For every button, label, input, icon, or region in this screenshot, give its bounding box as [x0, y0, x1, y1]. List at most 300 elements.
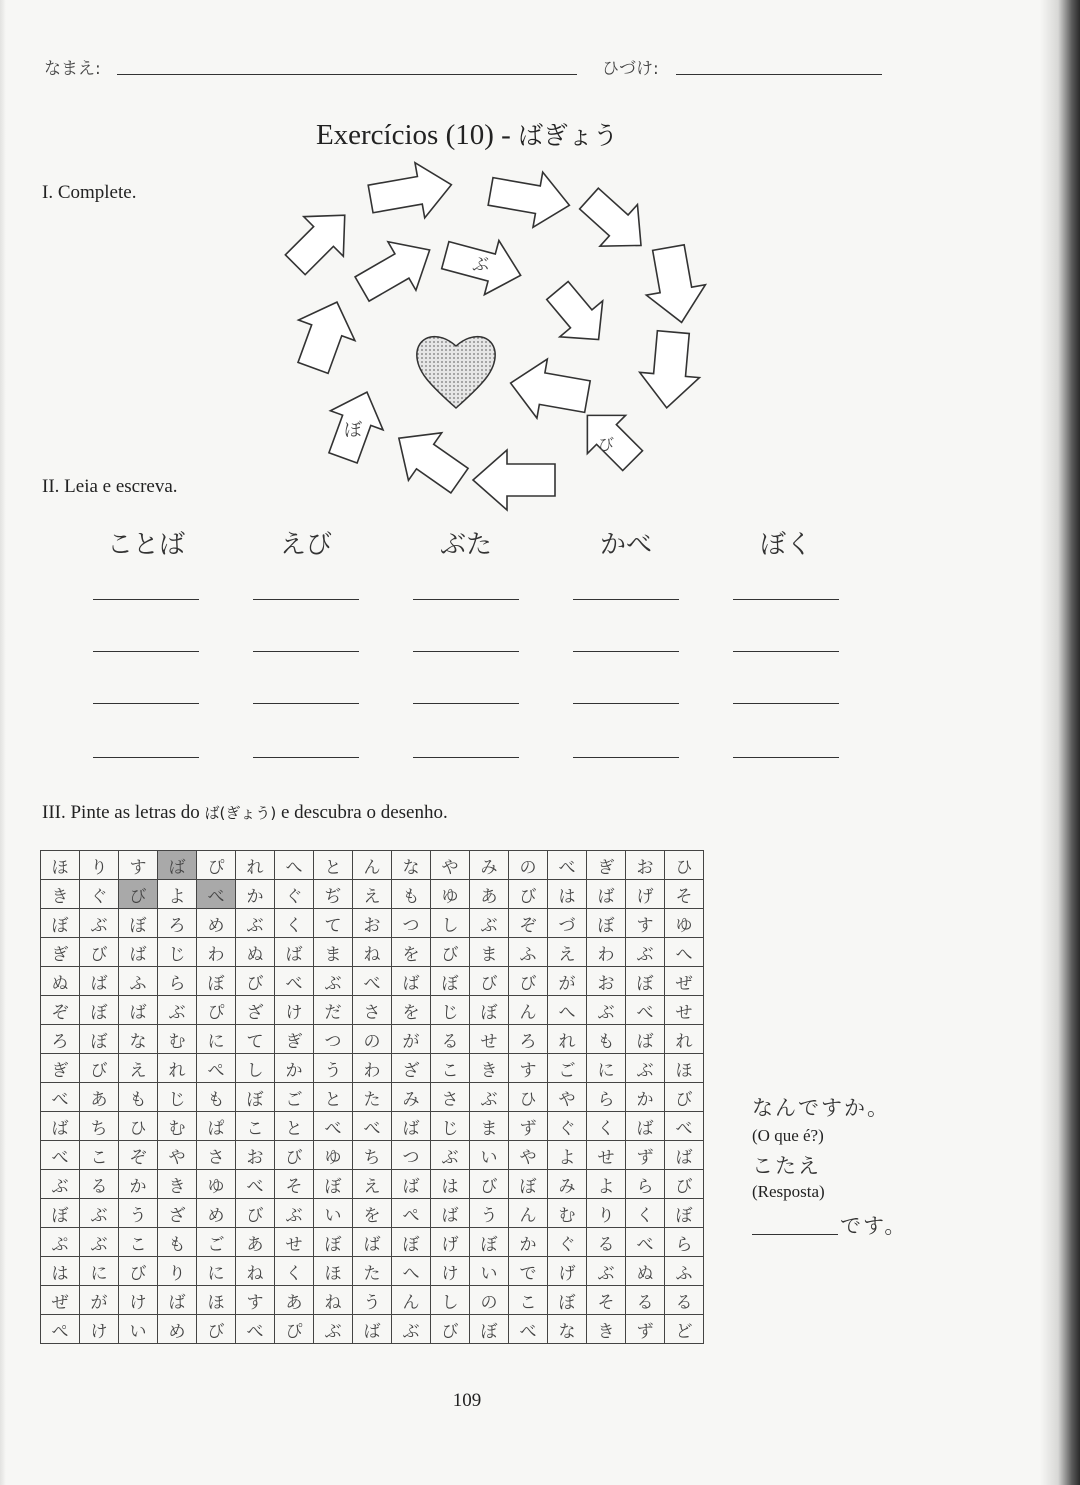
grid-cell[interactable]: ば — [392, 1170, 431, 1199]
grid-cell[interactable]: び — [431, 938, 470, 967]
grid-cell[interactable]: ぼ — [314, 1170, 353, 1199]
grid-cell[interactable]: ば — [587, 880, 626, 909]
grid-cell[interactable]: ろ — [158, 909, 197, 938]
grid-cell[interactable]: び — [509, 967, 548, 996]
grid-cell[interactable]: び — [431, 1315, 470, 1344]
grid-cell[interactable]: ぶ — [587, 1257, 626, 1286]
grid-cell[interactable]: ぺ — [197, 1054, 236, 1083]
grid-cell[interactable]: ぴ — [197, 996, 236, 1025]
grid-cell[interactable]: せ — [275, 1228, 314, 1257]
grid-cell[interactable]: く — [275, 1257, 314, 1286]
grid-cell[interactable]: ぼ — [548, 1286, 587, 1315]
writing-line[interactable] — [573, 651, 679, 652]
grid-cell[interactable]: ぼ — [470, 1228, 509, 1257]
writing-line[interactable] — [413, 703, 519, 704]
grid-cell[interactable]: し — [431, 1286, 470, 1315]
grid-cell[interactable]: る — [665, 1286, 704, 1315]
grid-cell[interactable]: ば — [80, 967, 119, 996]
writing-line[interactable] — [733, 703, 839, 704]
grid-cell[interactable]: あ — [275, 1286, 314, 1315]
grid-cell[interactable]: べ — [548, 851, 587, 880]
grid-cell[interactable]: お — [587, 967, 626, 996]
grid-cell[interactable]: ぶ — [626, 1054, 665, 1083]
grid-cell[interactable]: い — [470, 1257, 509, 1286]
grid-cell[interactable]: の — [470, 1286, 509, 1315]
grid-cell[interactable]: き — [41, 880, 80, 909]
grid-cell[interactable]: だ — [314, 996, 353, 1025]
grid-cell[interactable]: じ — [158, 1083, 197, 1112]
grid-cell[interactable]: ぼ — [470, 996, 509, 1025]
grid-cell[interactable]: さ — [431, 1083, 470, 1112]
grid-cell[interactable]: ろ — [41, 1025, 80, 1054]
grid-cell[interactable]: べ — [236, 1315, 275, 1344]
grid-cell[interactable]: び — [80, 1054, 119, 1083]
grid-cell[interactable]: せ — [587, 1141, 626, 1170]
grid-cell[interactable]: け — [119, 1286, 158, 1315]
grid-cell[interactable]: え — [548, 938, 587, 967]
grid-cell[interactable]: う — [314, 1054, 353, 1083]
grid-cell[interactable]: べ — [197, 880, 236, 909]
grid-cell[interactable]: り — [158, 1257, 197, 1286]
grid-cell[interactable]: や — [509, 1141, 548, 1170]
grid-cell[interactable]: ぬ — [626, 1257, 665, 1286]
grid-cell[interactable]: ぶ — [236, 909, 275, 938]
grid-cell[interactable]: え — [353, 1170, 392, 1199]
grid-cell[interactable]: か — [509, 1228, 548, 1257]
grid-cell[interactable]: づ — [548, 909, 587, 938]
grid-cell[interactable]: が — [392, 1025, 431, 1054]
grid-cell[interactable]: ぼ — [80, 1025, 119, 1054]
grid-cell[interactable]: よ — [548, 1141, 587, 1170]
grid-cell[interactable]: べ — [509, 1315, 548, 1344]
grid-cell[interactable]: ぶ — [41, 1170, 80, 1199]
grid-cell[interactable]: ば — [158, 1286, 197, 1315]
grid-cell[interactable]: ろ — [509, 1025, 548, 1054]
grid-cell[interactable]: ぼ — [509, 1170, 548, 1199]
grid-cell[interactable]: ぎ — [41, 1054, 80, 1083]
grid-cell[interactable]: ぶ — [275, 1199, 314, 1228]
grid-cell[interactable]: る — [626, 1286, 665, 1315]
grid-cell[interactable]: ふ — [665, 1257, 704, 1286]
grid-cell[interactable]: ぼ — [41, 909, 80, 938]
writing-line[interactable] — [93, 651, 199, 652]
grid-cell[interactable]: ば — [392, 1112, 431, 1141]
grid-cell[interactable]: ば — [119, 938, 158, 967]
grid-cell[interactable]: に — [197, 1025, 236, 1054]
grid-cell[interactable]: ぼ — [80, 996, 119, 1025]
grid-cell[interactable]: う — [470, 1199, 509, 1228]
grid-cell[interactable]: び — [665, 1170, 704, 1199]
grid-cell[interactable]: あ — [236, 1228, 275, 1257]
grid-cell[interactable]: れ — [548, 1025, 587, 1054]
grid-cell[interactable]: ほ — [314, 1257, 353, 1286]
grid-cell[interactable]: よ — [158, 880, 197, 909]
grid-cell[interactable]: う — [119, 1199, 158, 1228]
grid-cell[interactable]: ぢ — [314, 880, 353, 909]
grid-cell[interactable]: ぐ — [548, 1228, 587, 1257]
grid-cell[interactable]: わ — [587, 938, 626, 967]
grid-cell[interactable]: ぼ — [236, 1083, 275, 1112]
grid-cell[interactable]: む — [548, 1199, 587, 1228]
grid-cell[interactable]: め — [197, 909, 236, 938]
writing-line[interactable] — [733, 757, 839, 758]
writing-line[interactable] — [413, 757, 519, 758]
grid-cell[interactable]: ぼ — [587, 909, 626, 938]
grid-cell[interactable]: ゆ — [197, 1170, 236, 1199]
grid-cell[interactable]: が — [80, 1286, 119, 1315]
grid-cell[interactable]: し — [431, 909, 470, 938]
grid-cell[interactable]: ど — [665, 1315, 704, 1344]
grid-cell[interactable]: ら — [665, 1228, 704, 1257]
grid-cell[interactable]: わ — [197, 938, 236, 967]
grid-cell[interactable]: た — [353, 1083, 392, 1112]
grid-cell[interactable]: ば — [392, 967, 431, 996]
grid-cell[interactable]: ん — [509, 996, 548, 1025]
grid-cell[interactable]: ず — [626, 1315, 665, 1344]
grid-cell[interactable]: び — [197, 1315, 236, 1344]
grid-cell[interactable]: ご — [275, 1083, 314, 1112]
grid-cell[interactable]: き — [587, 1315, 626, 1344]
grid-cell[interactable]: の — [509, 851, 548, 880]
grid-cell[interactable]: な — [392, 851, 431, 880]
grid-cell[interactable]: つ — [392, 909, 431, 938]
grid-cell[interactable]: ざ — [392, 1054, 431, 1083]
grid-cell[interactable]: な — [119, 1025, 158, 1054]
grid-cell[interactable]: へ — [392, 1257, 431, 1286]
grid-cell[interactable]: か — [119, 1170, 158, 1199]
grid-cell[interactable]: も — [158, 1228, 197, 1257]
grid-cell[interactable]: ぼ — [392, 1228, 431, 1257]
grid-cell[interactable]: い — [314, 1199, 353, 1228]
grid-cell[interactable]: げ — [548, 1257, 587, 1286]
grid-cell[interactable]: も — [587, 1025, 626, 1054]
writing-line[interactable] — [413, 599, 519, 600]
grid-cell[interactable]: ぶ — [392, 1315, 431, 1344]
grid-cell[interactable]: こ — [119, 1228, 158, 1257]
grid-cell[interactable]: む — [158, 1112, 197, 1141]
grid-cell[interactable]: お — [353, 909, 392, 938]
grid-cell[interactable]: び — [470, 1170, 509, 1199]
grid-cell[interactable]: げ — [626, 880, 665, 909]
date-field[interactable] — [676, 74, 882, 75]
grid-cell[interactable]: ぬ — [41, 967, 80, 996]
grid-cell[interactable]: ぺ — [392, 1199, 431, 1228]
grid-cell[interactable]: う — [353, 1286, 392, 1315]
grid-cell[interactable]: れ — [665, 1025, 704, 1054]
grid-cell[interactable]: ち — [353, 1141, 392, 1170]
grid-cell[interactable]: ざ — [158, 1199, 197, 1228]
grid-cell[interactable]: す — [626, 909, 665, 938]
grid-cell[interactable]: ゆ — [431, 880, 470, 909]
grid-cell[interactable]: ば — [431, 1199, 470, 1228]
grid-cell[interactable]: び — [80, 938, 119, 967]
grid-cell[interactable]: ぼ — [314, 1228, 353, 1257]
grid-cell[interactable]: ん — [509, 1199, 548, 1228]
grid-cell[interactable]: ぶ — [158, 996, 197, 1025]
grid-cell[interactable]: ぼ — [431, 967, 470, 996]
grid-cell[interactable]: ば — [353, 1315, 392, 1344]
grid-cell[interactable]: の — [353, 1025, 392, 1054]
grid-cell[interactable]: ひ — [119, 1112, 158, 1141]
grid-cell[interactable]: と — [314, 1083, 353, 1112]
grid-cell[interactable]: ご — [548, 1054, 587, 1083]
writing-line[interactable] — [253, 703, 359, 704]
grid-cell[interactable]: び — [119, 1257, 158, 1286]
grid-cell[interactable]: や — [431, 851, 470, 880]
grid-cell[interactable]: ぶ — [431, 1141, 470, 1170]
grid-cell[interactable]: と — [314, 851, 353, 880]
grid-cell[interactable]: げ — [431, 1228, 470, 1257]
grid-cell[interactable]: べ — [626, 996, 665, 1025]
grid-cell[interactable]: ゆ — [314, 1141, 353, 1170]
writing-line[interactable] — [253, 757, 359, 758]
grid-cell[interactable]: べ — [665, 1112, 704, 1141]
grid-cell[interactable]: か — [275, 1054, 314, 1083]
grid-cell[interactable]: み — [392, 1083, 431, 1112]
grid-cell[interactable]: に — [197, 1257, 236, 1286]
writing-line[interactable] — [733, 651, 839, 652]
grid-cell[interactable]: ち — [80, 1112, 119, 1141]
grid-cell[interactable]: べ — [353, 967, 392, 996]
grid-cell[interactable]: べ — [236, 1170, 275, 1199]
grid-cell[interactable]: べ — [41, 1141, 80, 1170]
answer-field[interactable] — [752, 1234, 838, 1235]
grid-cell[interactable]: ぜ — [41, 1286, 80, 1315]
grid-cell[interactable]: け — [431, 1257, 470, 1286]
grid-cell[interactable]: ふ — [509, 938, 548, 967]
grid-cell[interactable]: ぶ — [626, 938, 665, 967]
grid-cell[interactable]: ふ — [119, 967, 158, 996]
grid-cell[interactable]: め — [158, 1315, 197, 1344]
grid-cell[interactable]: じ — [158, 938, 197, 967]
grid-cell[interactable]: べ — [626, 1228, 665, 1257]
grid-cell[interactable]: り — [587, 1199, 626, 1228]
grid-cell[interactable]: ぐ — [548, 1112, 587, 1141]
grid-cell[interactable]: ひ — [509, 1083, 548, 1112]
grid-cell[interactable]: せ — [470, 1025, 509, 1054]
grid-cell[interactable]: ぎ — [41, 938, 80, 967]
grid-cell[interactable]: べ — [275, 967, 314, 996]
grid-cell[interactable]: ぼ — [470, 1315, 509, 1344]
grid-cell[interactable]: ぞ — [509, 909, 548, 938]
grid-cell[interactable]: ま — [470, 1112, 509, 1141]
grid-cell[interactable]: こ — [509, 1286, 548, 1315]
grid-cell[interactable]: ゆ — [665, 909, 704, 938]
grid-cell[interactable]: ぶ — [587, 996, 626, 1025]
writing-line[interactable] — [573, 703, 679, 704]
grid-cell[interactable]: ぴ — [197, 851, 236, 880]
grid-cell[interactable]: ぐ — [275, 880, 314, 909]
grid-cell[interactable]: は — [41, 1257, 80, 1286]
grid-cell[interactable]: へ — [665, 938, 704, 967]
grid-cell[interactable]: へ — [548, 996, 587, 1025]
grid-cell[interactable]: い — [470, 1141, 509, 1170]
grid-cell[interactable]: こ — [236, 1112, 275, 1141]
grid-cell[interactable]: ね — [314, 1286, 353, 1315]
grid-cell[interactable]: せ — [665, 996, 704, 1025]
grid-cell[interactable]: び — [236, 1199, 275, 1228]
grid-cell[interactable]: た — [353, 1257, 392, 1286]
grid-cell[interactable]: ん — [392, 1286, 431, 1315]
grid-cell[interactable]: ば — [626, 1025, 665, 1054]
grid-cell[interactable]: ぞ — [41, 996, 80, 1025]
grid-cell[interactable]: つ — [392, 1141, 431, 1170]
grid-cell[interactable]: ぷ — [41, 1228, 80, 1257]
grid-cell[interactable]: ぼ — [626, 967, 665, 996]
writing-line[interactable] — [413, 651, 519, 652]
grid-cell[interactable]: を — [392, 996, 431, 1025]
grid-cell[interactable]: ね — [353, 938, 392, 967]
grid-cell[interactable]: が — [548, 967, 587, 996]
grid-cell[interactable]: え — [353, 880, 392, 909]
grid-cell[interactable]: く — [587, 1112, 626, 1141]
grid-cell[interactable]: き — [470, 1054, 509, 1083]
grid-cell[interactable]: わ — [353, 1054, 392, 1083]
grid-cell[interactable]: お — [626, 851, 665, 880]
grid-cell[interactable]: に — [587, 1054, 626, 1083]
grid-cell[interactable]: れ — [236, 851, 275, 880]
grid-cell[interactable]: る — [587, 1228, 626, 1257]
grid-cell[interactable]: ま — [314, 938, 353, 967]
grid-cell[interactable]: け — [275, 996, 314, 1025]
grid-cell[interactable]: す — [119, 851, 158, 880]
grid-cell[interactable]: な — [548, 1315, 587, 1344]
grid-cell[interactable]: ぎ — [587, 851, 626, 880]
grid-cell[interactable]: ば — [41, 1112, 80, 1141]
grid-cell[interactable]: ば — [158, 851, 197, 880]
grid-cell[interactable]: ぼ — [41, 1199, 80, 1228]
grid-cell[interactable]: あ — [80, 1083, 119, 1112]
writing-line[interactable] — [733, 599, 839, 600]
grid-cell[interactable]: む — [158, 1025, 197, 1054]
grid-cell[interactable]: け — [80, 1315, 119, 1344]
grid-cell[interactable]: ず — [626, 1141, 665, 1170]
writing-line[interactable] — [253, 599, 359, 600]
grid-cell[interactable]: べ — [353, 1112, 392, 1141]
grid-cell[interactable]: ね — [236, 1257, 275, 1286]
grid-cell[interactable]: ざ — [236, 996, 275, 1025]
grid-cell[interactable]: て — [314, 909, 353, 938]
grid-cell[interactable]: ぶ — [314, 967, 353, 996]
grid-cell[interactable]: を — [353, 1199, 392, 1228]
grid-cell[interactable]: え — [119, 1054, 158, 1083]
grid-cell[interactable]: び — [509, 880, 548, 909]
grid-cell[interactable]: ぴ — [275, 1315, 314, 1344]
grid-cell[interactable]: ぶ — [470, 909, 509, 938]
grid-cell[interactable]: ぜ — [665, 967, 704, 996]
grid-cell[interactable]: ぶ — [80, 1228, 119, 1257]
grid-cell[interactable]: ご — [197, 1228, 236, 1257]
grid-cell[interactable]: ら — [587, 1083, 626, 1112]
grid-cell[interactable]: そ — [587, 1286, 626, 1315]
grid-cell[interactable]: り — [80, 851, 119, 880]
grid-cell[interactable]: び — [275, 1141, 314, 1170]
grid-cell[interactable]: も — [392, 880, 431, 909]
name-field[interactable] — [117, 74, 577, 75]
grid-cell[interactable]: き — [158, 1170, 197, 1199]
grid-cell[interactable]: や — [548, 1083, 587, 1112]
grid-cell[interactable]: め — [197, 1199, 236, 1228]
grid-cell[interactable]: よ — [587, 1170, 626, 1199]
writing-line[interactable] — [573, 757, 679, 758]
grid-cell[interactable]: ほ — [665, 1054, 704, 1083]
grid-cell[interactable]: び — [119, 880, 158, 909]
grid-cell[interactable]: ぼ — [197, 967, 236, 996]
grid-cell[interactable]: ば — [665, 1141, 704, 1170]
grid-cell[interactable]: る — [431, 1025, 470, 1054]
grid-cell[interactable]: る — [80, 1170, 119, 1199]
grid-cell[interactable]: と — [275, 1112, 314, 1141]
grid-cell[interactable]: て — [236, 1025, 275, 1054]
grid-cell[interactable]: び — [236, 967, 275, 996]
grid-cell[interactable]: ず — [509, 1112, 548, 1141]
grid-cell[interactable]: さ — [197, 1141, 236, 1170]
grid-cell[interactable]: ぞ — [119, 1141, 158, 1170]
grid-cell[interactable]: ぎ — [275, 1025, 314, 1054]
grid-cell[interactable]: く — [275, 909, 314, 938]
grid-cell[interactable]: ぺ — [41, 1315, 80, 1344]
grid-cell[interactable]: ば — [119, 996, 158, 1025]
grid-cell[interactable]: は — [548, 880, 587, 909]
grid-cell[interactable]: ひ — [665, 851, 704, 880]
grid-cell[interactable]: じ — [431, 1112, 470, 1141]
grid-cell[interactable]: そ — [665, 880, 704, 909]
grid-cell[interactable]: や — [158, 1141, 197, 1170]
grid-cell[interactable]: ば — [353, 1228, 392, 1257]
grid-cell[interactable]: く — [626, 1199, 665, 1228]
grid-cell[interactable]: ば — [275, 938, 314, 967]
grid-cell[interactable]: す — [509, 1054, 548, 1083]
grid-cell[interactable]: べ — [314, 1112, 353, 1141]
grid-cell[interactable]: か — [236, 880, 275, 909]
grid-cell[interactable]: い — [119, 1315, 158, 1344]
grid-cell[interactable]: こ — [80, 1141, 119, 1170]
grid-cell[interactable]: ぶ — [470, 1083, 509, 1112]
grid-cell[interactable]: ぐ — [80, 880, 119, 909]
grid-cell[interactable]: こ — [431, 1054, 470, 1083]
grid-cell[interactable]: で — [509, 1257, 548, 1286]
grid-cell[interactable]: そ — [275, 1170, 314, 1199]
grid-cell[interactable]: ら — [626, 1170, 665, 1199]
grid-cell[interactable]: お — [236, 1141, 275, 1170]
grid-cell[interactable]: す — [236, 1286, 275, 1315]
grid-cell[interactable]: み — [470, 851, 509, 880]
grid-cell[interactable]: べ — [41, 1083, 80, 1112]
grid-cell[interactable]: ん — [353, 851, 392, 880]
grid-cell[interactable]: つ — [314, 1025, 353, 1054]
grid-cell[interactable]: び — [665, 1083, 704, 1112]
grid-cell[interactable]: も — [119, 1083, 158, 1112]
grid-cell[interactable]: か — [626, 1083, 665, 1112]
grid-cell[interactable]: ま — [470, 938, 509, 967]
grid-cell[interactable]: ぬ — [236, 938, 275, 967]
writing-line[interactable] — [253, 651, 359, 652]
grid-cell[interactable]: ぶ — [314, 1315, 353, 1344]
grid-cell[interactable]: さ — [353, 996, 392, 1025]
grid-cell[interactable]: じ — [431, 996, 470, 1025]
writing-line[interactable] — [93, 703, 199, 704]
writing-line[interactable] — [93, 599, 199, 600]
grid-cell[interactable]: ぶ — [80, 909, 119, 938]
grid-cell[interactable]: あ — [470, 880, 509, 909]
grid-cell[interactable]: ば — [626, 1112, 665, 1141]
grid-cell[interactable]: は — [431, 1170, 470, 1199]
grid-cell[interactable]: れ — [158, 1054, 197, 1083]
grid-cell[interactable]: へ — [275, 851, 314, 880]
grid-cell[interactable]: ら — [158, 967, 197, 996]
grid-cell[interactable]: に — [80, 1257, 119, 1286]
grid-cell[interactable]: も — [197, 1083, 236, 1112]
